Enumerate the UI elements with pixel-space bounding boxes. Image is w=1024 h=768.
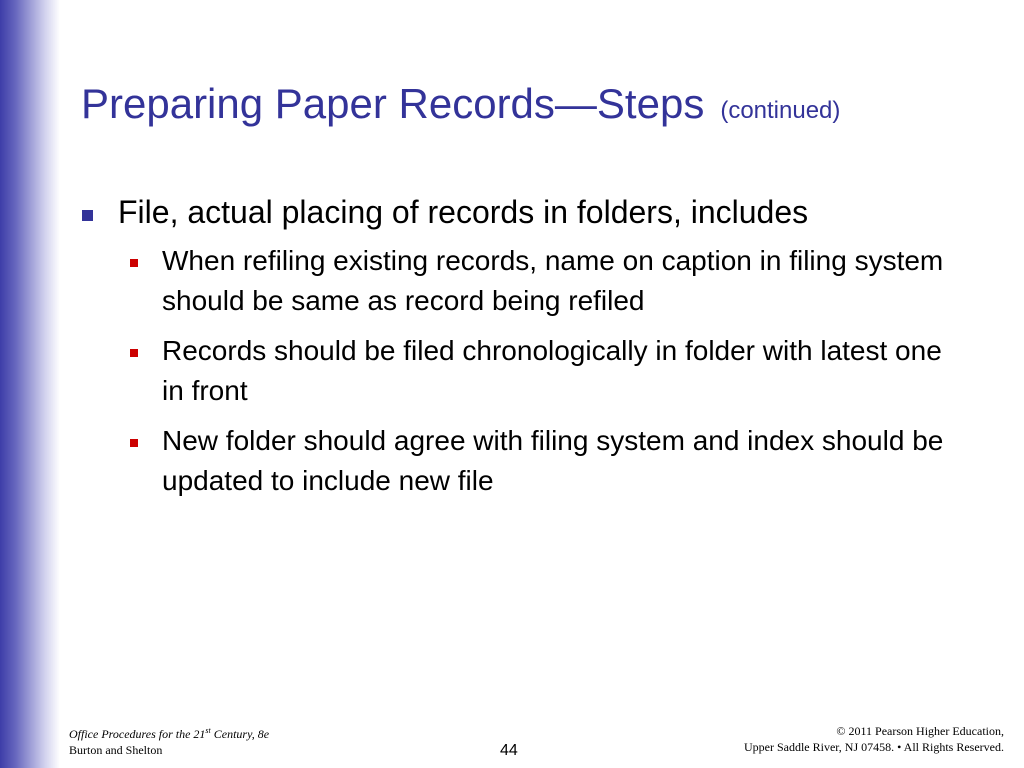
sub-bullet-text: When refiling existing records, name on caption in filing system should be same as record being refiled xyxy=(162,245,944,316)
book-title xyxy=(69,723,269,742)
page-number: 44 xyxy=(500,742,518,759)
slide-title xyxy=(81,80,840,128)
square-bullet-icon xyxy=(130,259,138,267)
book-title-superscript: st xyxy=(205,726,211,735)
sub-bullet-item xyxy=(130,421,962,501)
copyright-line: © 2011 Pearson Higher Education, xyxy=(836,724,1004,738)
bullet-item xyxy=(82,190,982,235)
slide-content xyxy=(82,190,982,511)
slide-title-suffix: (continued) xyxy=(720,97,841,124)
book-title-part: Office Procedures for the 21 xyxy=(69,727,206,741)
sub-bullet-text: Records should be filed chronologically in folder with latest one in front xyxy=(162,335,942,406)
sub-bullet-text: New folder should agree with filing system and index should be updated to include new file xyxy=(162,425,944,496)
footer-book-info xyxy=(69,723,269,758)
sub-bullet-list xyxy=(82,241,982,501)
square-bullet-icon xyxy=(130,439,138,447)
bullet-text: File, actual placing of records in folders, includes xyxy=(118,194,809,230)
sub-bullet-item xyxy=(130,241,962,321)
square-bullet-icon xyxy=(82,210,93,221)
left-gradient-bar xyxy=(0,0,60,768)
book-authors: Burton and Shelton xyxy=(69,743,163,757)
slide-title-main: Preparing Paper Records—Steps xyxy=(81,80,705,127)
book-title-part: Century, 8e xyxy=(210,727,270,741)
square-bullet-icon xyxy=(130,349,138,357)
copyright-line: Upper Saddle River, NJ 07458. • All Rights Reserved. xyxy=(743,740,1004,754)
sub-bullet-item xyxy=(130,331,962,411)
footer-copyright xyxy=(744,723,1004,755)
